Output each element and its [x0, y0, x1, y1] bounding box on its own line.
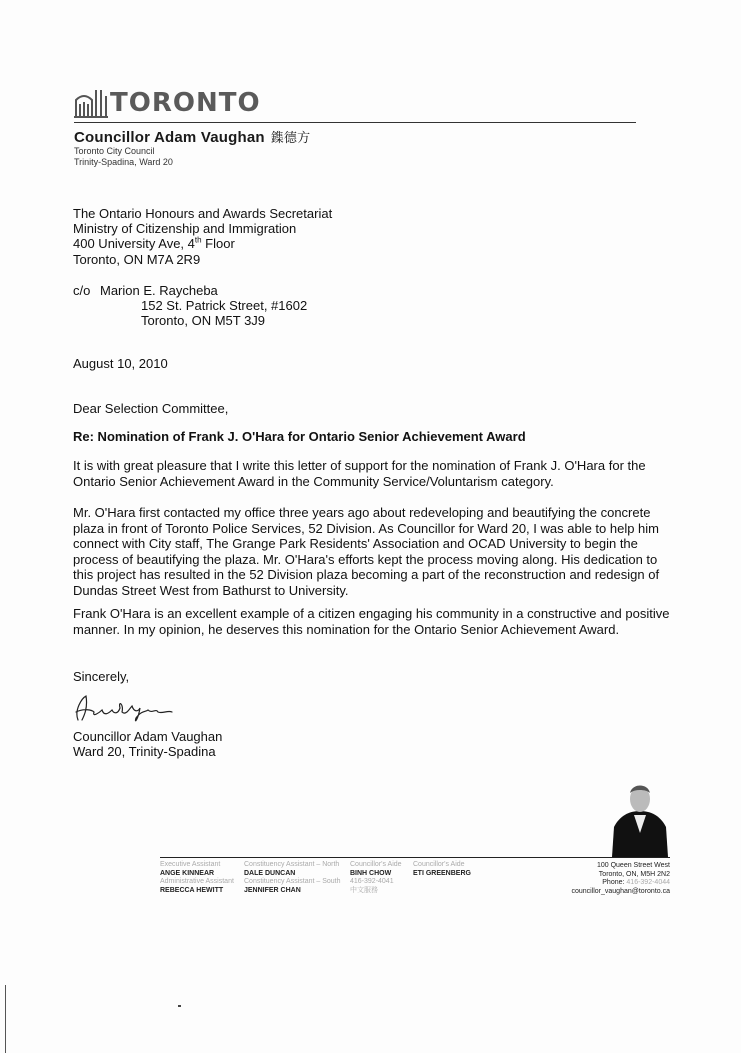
footer-staff-col-4: Councillor's Aide ETI GREENBERG: [413, 861, 471, 877]
scan-margin-line: [5, 985, 6, 1053]
co-city: Toronto, ON M5T 3J9: [141, 313, 266, 328]
logo-wordmark: TORONTO: [110, 88, 261, 118]
footer-phone: Phone: 416-392-4044: [602, 879, 670, 886]
footer-address-1: 100 Queen Street West: [596, 862, 670, 869]
footer-staff-col-1: Executive Assistant ANGE KINNEAR Administrative Assistant REBECCA HEWITT: [160, 861, 234, 894]
co-label: c/o: [73, 283, 91, 298]
council-label: Toronto City Council: [74, 146, 155, 156]
salutation: Dear Selection Committee,: [73, 401, 229, 416]
co-street: 152 St. Patrick Street, #1602: [141, 298, 308, 313]
paragraph-3: Frank O'Hara is an excellent example of a citizen engaging his community in a constructive and positive manner. In my opinion, he deserves this nomination for the Ontario Senior Achievement Award.: [73, 606, 670, 637]
footer-rule: [160, 857, 670, 858]
recipient-line-2: Ministry of Citizenship and Immigration: [73, 221, 297, 236]
footer-contact: [560, 862, 670, 896]
header-rule: [74, 122, 636, 123]
chinese-name: 鏶德方: [270, 131, 311, 146]
recipient-line-1: The Ontario Honours and Awards Secretariat: [73, 206, 333, 221]
subject-line: Re: Nomination of Frank J. O'Hara for Ontario Senior Achievement Award: [73, 429, 526, 444]
closing: Sincerely,: [73, 669, 130, 684]
footer-address-2: Toronto, ON, M5H 2N2: [598, 870, 670, 878]
paragraph-2: Mr. O'Hara first contacted my office three years ago about redeveloping and beautifying the concrete plaza in front of Toronto Police Services, 52 Division. As Councillor for Ward 20, I was able to help him connect with City staff, The Grange Park Residents' Association and OCAD University to begin the process of beautifying the plaza. Mr. O'Hara's efforts kept the process moving along. His dedication to this project has resulted in the 52 Division plaza becoming a part of the reconstruction and redesign of Dundas Street West from Bathurst to University.: [73, 505, 660, 598]
footer-staff-col-3: Councillor's Aide BINH CHOW 416-392-4041 中文服務: [350, 861, 402, 894]
scan-speck: [178, 1005, 181, 1007]
recipient-line-3: 400 University Ave, 4th Floor: [73, 235, 235, 251]
paragraph-1: It is with great pleasure that I write this letter of support for the nomination of Frank J. O'Hara for the Ontario Senior Achievement Award in the Community Service/Voluntarism category.: [73, 458, 646, 489]
councillor-title: Councillor Adam Vaughan: [74, 129, 265, 146]
signer-name: Councillor Adam Vaughan: [73, 729, 223, 744]
ward-label: Trinity-Spadina, Ward 20: [74, 157, 173, 167]
letter-date: August 10, 2010: [73, 356, 168, 371]
signature-icon: [72, 690, 182, 726]
councillor-name: [74, 127, 310, 146]
footer-staff-col-2: Constituency Assistant – North DALE DUNCAN Constituency Assistant – South JENNIFER CHAN: [244, 861, 341, 894]
co-name: Marion E. Raycheba: [100, 283, 218, 298]
recipient-line-4: Toronto, ON M7A 2R9: [73, 252, 201, 267]
footer-email: councillor_vaughan@toronto.ca: [571, 887, 670, 895]
signer-ward: Ward 20, Trinity-Spadina: [73, 744, 216, 759]
councillor-photo-icon: [610, 777, 670, 857]
